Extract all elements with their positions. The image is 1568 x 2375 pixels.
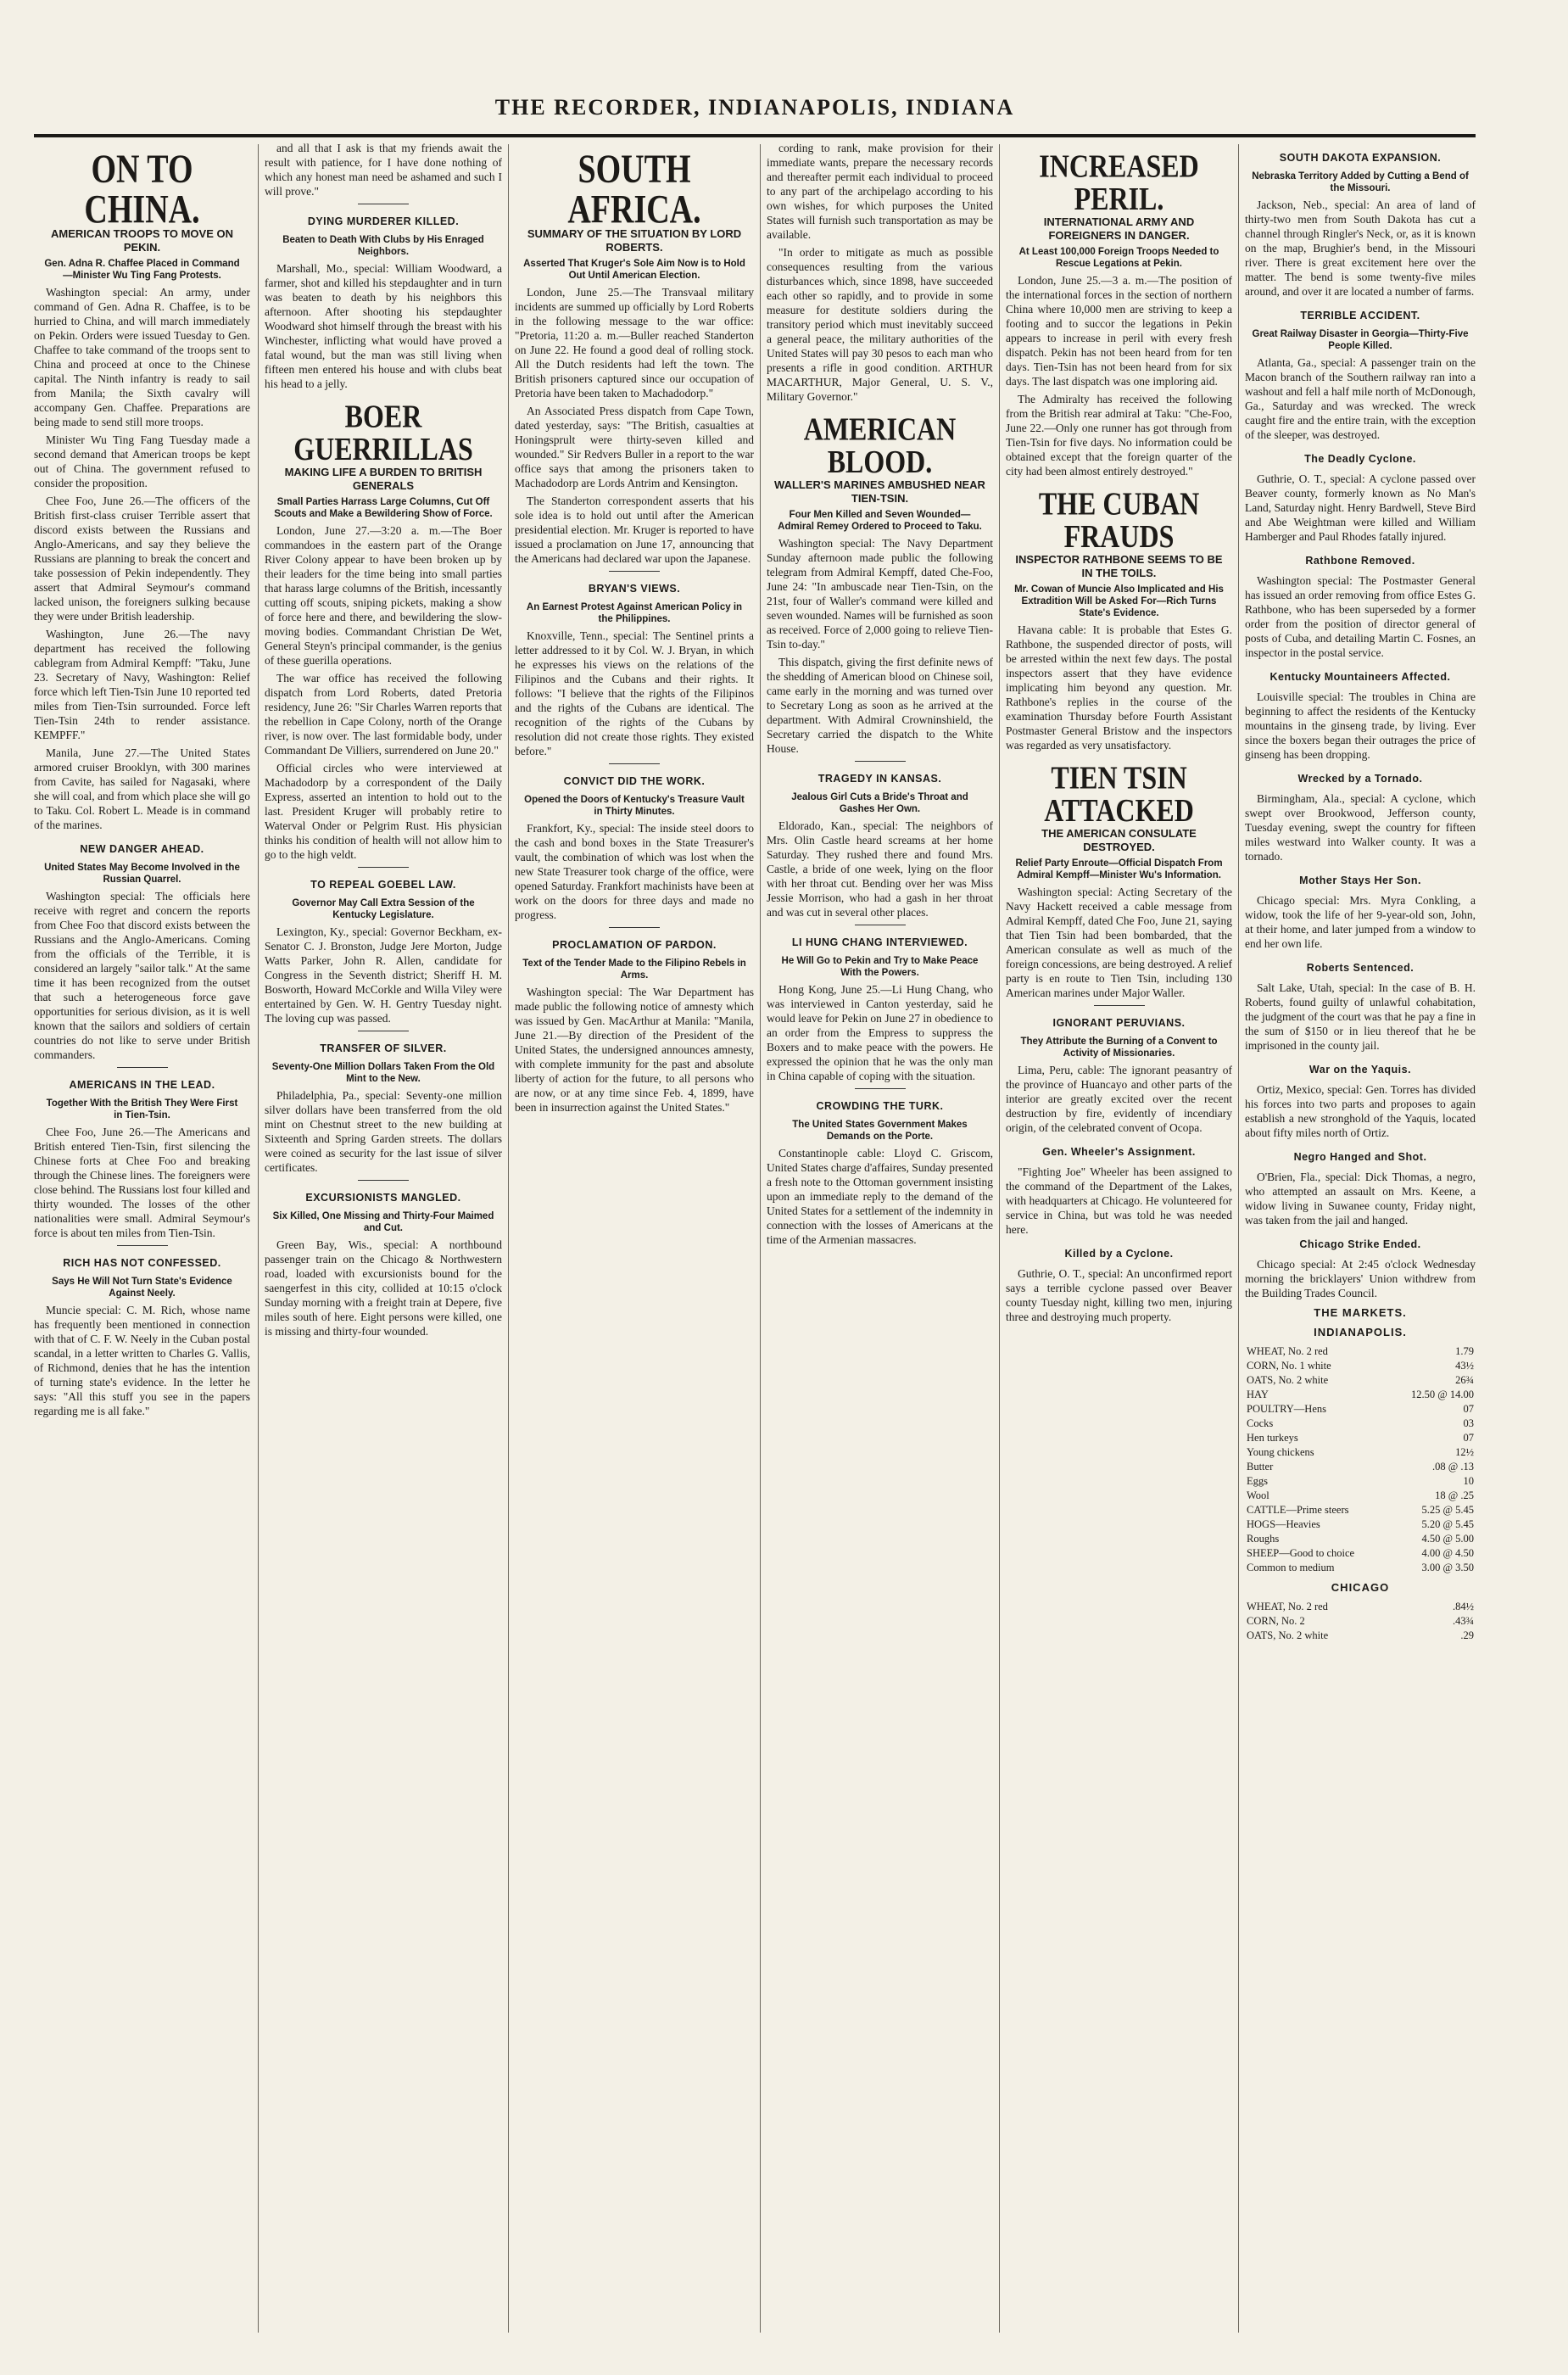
- markets-city: INDIANAPOLIS.: [1314, 1326, 1407, 1338]
- market-value: 07: [1463, 1432, 1474, 1444]
- masthead: THE RECORDER, INDIANAPOLIS, INDIANA: [494, 95, 1015, 120]
- paragraph: Havana cable: It is probable that Estes G. Rathbone, the suspended director of posts, will be arrested within the next few days. The postal inspectors assert that they have evidence implicating him beyond any question. Mr. Rathbone's replies in the course of the examination Thursday before Fourth Assistant Postmaster General Bristow and the inspectors was regarded as very unsatisfactory.: [1006, 623, 1232, 752]
- headline-on-to-china: ON TO CHINA.: [84, 147, 200, 232]
- market-value: 4.50 @ 5.00: [1421, 1533, 1474, 1545]
- section-heading: Chicago Strike Ended.: [1299, 1238, 1421, 1250]
- paragraph: "Fighting Joe" Wheeler has been assigned to the command of the Department of the Lakes, with headquarters at Chicago. He volunteered for service in China, but was told he was needed here.: [1006, 1165, 1232, 1236]
- market-value: 5.20 @ 5.45: [1421, 1518, 1474, 1530]
- column-6: [1245, 141, 1476, 2338]
- market-value: 07: [1463, 1403, 1474, 1415]
- column-divider: [508, 144, 509, 2333]
- market-row: [1245, 1614, 1476, 1629]
- deck: Mr. Cowan of Muncie Also Implicated and His Extradition Will be Asked For—Rich Turns State's Evidence.: [1014, 584, 1224, 618]
- deck: Jealous Girl Cuts a Bride's Throat and Gashes Her Own.: [791, 792, 968, 814]
- market-label: CATTLE—Prime steers: [1247, 1504, 1349, 1516]
- deck: Six Killed, One Missing and Thirty-Four Maimed and Cut.: [272, 1211, 494, 1233]
- deck: The United States Government Makes Demands on the Porte.: [792, 1120, 968, 1142]
- paragraph: Jackson, Neb., special: An area of land of thirty-two men from South Dakota has cut a channel through Ringler's Neck, or, as it is known on the map, Brughier's bend, in the Missouri river. There is great excitement here over the matter. The bend is some twenty-five miles around, and over it are located a number of farms.: [1245, 198, 1476, 298]
- paragraph: Green Bay, Wis., special: A northbound passenger train on the Chicago & Northwestern road, loaded with excursionists bound for the saengerfest in this city, collided at 10:15 o'clock Sunday morning with a freight train at Depere, five miles south of here. Eight persons were killed, one is missing and thirty-four wounded.: [265, 1238, 502, 1338]
- market-label: SHEEP—Good to choice: [1247, 1547, 1355, 1559]
- market-row: [1245, 1431, 1476, 1445]
- market-row: [1245, 1460, 1476, 1474]
- section-heading: CONVICT DID THE WORK.: [563, 775, 706, 787]
- market-row: [1245, 1474, 1476, 1489]
- market-label: HOGS—Heavies: [1247, 1518, 1320, 1530]
- deck: An Earnest Protest Against American Policy in the Philippines.: [526, 602, 743, 624]
- deck: Four Men Killed and Seven Wounded—Admiral Remey Ordered to Proceed to Taku.: [778, 510, 982, 532]
- deck: They Attribute the Burning of a Convent to Activity of Missionaries.: [1020, 1037, 1218, 1059]
- paragraph: Manila, June 27.—The United States armored cruiser Brooklyn, with 300 marines from Cavite, has sailed for Nagasaki, where she will coal, and from which place she will go to Taku. Col. Robert L. Meade is in command of the marines.: [34, 746, 250, 831]
- market-row: [1245, 1629, 1476, 1643]
- section-heading: Rathbone Removed.: [1305, 555, 1415, 567]
- divider: [855, 1088, 906, 1089]
- market-value: .84½: [1453, 1601, 1474, 1612]
- section-heading: LI HUNG CHANG INTERVIEWED.: [791, 936, 968, 948]
- market-row: [1245, 1373, 1476, 1388]
- market-label: Wool: [1247, 1489, 1269, 1501]
- paragraph: The Admiralty has received the following from the British rear admiral at Taku: "Che-Foo, June 22.—Only one runner has got through from Tien-Tsin for five days. No information could be obtained except that the foreign quarter of the city had been almost entirely destroyed.": [1006, 393, 1232, 478]
- market-value: 12½: [1455, 1446, 1474, 1458]
- market-row: [1245, 1489, 1476, 1503]
- paragraph: An Associated Press dispatch from Cape Town, dated yesterday, says: "The British, casualties at Honingsprult were thirty-seven killed and wounded." Sir Redvers Buller in a report to the war office says that among the prisoners taken to Machadodorp are Lords Antrim and Kensington.: [515, 405, 754, 489]
- market-label: Eggs: [1247, 1475, 1268, 1487]
- deck: INSPECTOR RATHBONE SEEMS TO BE IN THE TOILS.: [1015, 553, 1223, 579]
- paragraph: London, June 27.—3:20 a. m.—The Boer commandoes in the eastern part of the Orange River Colony appear to have been broken up by their leaders for the time being into small parties that harass large columns of the British, incessantly cutting off scouts, sniping pickets, making a show of force here and there, and bewildering the slow-moving bodies. Commandant Christian De Wet, General Steyn's principal commander, is the genius of these guerilla operations.: [265, 524, 502, 667]
- market-value: 26¾: [1455, 1374, 1474, 1386]
- market-value: 03: [1463, 1417, 1474, 1429]
- column-divider: [760, 144, 761, 2333]
- paragraph: Guthrie, O. T., special: A cyclone passed over Beaver county, formerly known as No Man's Land, Saturday night. Henry Bardwell, Steve Bird and Abe Weightman were killed and William Hamberger and Paul Rhodes fatally injured.: [1245, 472, 1476, 543]
- section-heading: Kentucky Mountaineers Affected.: [1269, 671, 1451, 683]
- deck: Asserted That Kruger's Sole Aim Now is to Hold Out Until American Election.: [523, 259, 745, 281]
- market-value: 1.79: [1455, 1345, 1474, 1357]
- column-divider: [258, 144, 259, 2333]
- paragraph: Washington special: An army, under command of Gen. Adna R. Chaffee, is to be hurried to China, and will march immediately on Pekin. Orders were issued Tuesday to Gen. Chaffee to take command of the troops sent to China and proceed at once to the Chinese capital. The Ninth infantry is ready to sail from Manila; the Sixth cavalry will accompany Gen. Chaffee. Preparations are being made to send still more troops.: [34, 286, 250, 428]
- market-label: Butter: [1247, 1461, 1274, 1472]
- paragraph: Muncie special: C. M. Rich, whose name has frequently been mentioned in connection with that of C. F. W. Neely in the Cuban postal scandal, in a letter written to Charles G. Vallis, of Richmond, denies that he has the intention of turning state's evidence. In the letter he says: "All this stuff you see in the papers regarding me is all fake.": [34, 1304, 250, 1417]
- paragraph: Knoxville, Tenn., special: The Sentinel prints a letter addressed to it by Col. W. J. Bryan, in which he expresses his views on the relations of the Filipinos and the Cubans and their rights. It follows: "I believe that the rights of the Filipinos and the rights of the Cubans are identical. The recognition of the rights of the Cubans by resolution did not create those rights. They existed before.": [515, 629, 754, 757]
- paragraph: Philadelphia, Pa., special: Seventy-one million silver dollars have been transferred from the old mint on Chestnut street to the new building at Sixteenth and Spring Garden streets. The dollars were coined as security for the last issue of silver certificates.: [265, 1089, 502, 1174]
- deck: Gen. Adna R. Chaffee Placed in Command—Minister Wu Ting Fang Protests.: [44, 259, 240, 281]
- paragraph: Lima, Peru, cable: The ignorant peasantry of the province of Huancayo and other parts of the interior are greatly excited over the recent destruction by fire, evidently of incendiary origin, of the celebrated convent of Ocopa.: [1006, 1064, 1232, 1134]
- section-heading: DYING MURDERER KILLED.: [307, 215, 460, 227]
- deck: Opened the Doors of Kentucky's Treasure Vault in Thirty Minutes.: [524, 795, 745, 817]
- deck: Seventy-One Million Dollars Taken From the Old Mint to the New.: [271, 1062, 495, 1084]
- market-row: [1245, 1417, 1476, 1431]
- paragraph: Washington special: The Navy Department Sunday afternoon made public the following telegram from Admiral Kempff, dated Che-Foo, June 24: "In ambuscade near Tien-Tsin, on the 21st, four of Waller's command were killed and seven wounded. Names will be furnished as soon as received. Force of 2,000 going to relieve Tien-Tsin to-day.": [767, 537, 993, 651]
- market-label: WHEAT, No. 2 red: [1247, 1601, 1328, 1612]
- deck: United States May Become Involved in the Russian Quarrel.: [44, 863, 240, 885]
- section-heading: Roberts Sentenced.: [1306, 962, 1415, 974]
- deck: He Will Go to Pekin and Try to Make Peace With the Powers.: [781, 956, 979, 978]
- section-heading: EXCURSIONISTS MANGLED.: [305, 1192, 461, 1204]
- headline-cuban-frauds: THE CUBAN FRAUDS: [1038, 484, 1200, 555]
- paragraph: Birmingham, Ala., special: A cyclone, which swept over Brookwood, Jefferson county, Tuesday evening, swept the country for fifteen miles westward into Walker county. It was a tornado.: [1245, 792, 1476, 863]
- deck: Great Railway Disaster in Georgia—Thirty-Five People Killed.: [1252, 329, 1469, 351]
- market-label: OATS, No. 2 white: [1247, 1374, 1329, 1386]
- paragraph: O'Brien, Fla., special: Dick Thomas, a negro, who attempted an assault on Mrs. Keene, a widow living in Suwanee county, Friday night, was taken from the jail and hanged.: [1245, 1171, 1476, 1227]
- headline-increased-peril: INCREASED PERIL.: [1039, 147, 1199, 217]
- market-row: [1245, 1402, 1476, 1417]
- market-label: Hen turkeys: [1247, 1432, 1298, 1444]
- paragraph: Chee Foo, June 26.—The officers of the British first-class cruiser Terrible assert that discord exists between the Russians and Anglo-Americans, and say they believe the Russians are planning to break the concert and take possession of Pekin independently. They assert that Admiral Seymour's command lacked unison, the foreigners sulking because they were under British leadership.: [34, 495, 250, 623]
- deck: Governor May Call Extra Session of the Kentucky Legislature.: [292, 898, 475, 920]
- market-row: [1245, 1600, 1476, 1614]
- column-divider: [999, 144, 1000, 2333]
- market-label: Roughs: [1247, 1533, 1280, 1545]
- market-row: [1245, 1532, 1476, 1546]
- paragraph: London, June 25.—3 a. m.—The position of the international forces in the section of northern China where 10,000 men are striving to keep a footing and to succor the legations in Pekin appears to increase in peril with every fresh dispatch. Pekin has not been heard from for ten days. Tien-Tsin has not been heard from for six days. The last dispatch was one imploring aid.: [1006, 274, 1232, 388]
- section-heading: PROCLAMATION OF PARDON.: [552, 939, 717, 951]
- markets-city: CHICAGO: [1331, 1581, 1390, 1594]
- paragraph: cording to rank, make provision for their immediate wants, prepare the necessary records and thereafter permit each individual to proceed to any part of the archipelago according to his own wishes, for which purposes the United States will furnish such transportation as may be available.: [767, 142, 993, 241]
- deck: MAKING LIFE A BURDEN TO BRITISH GENERALS: [284, 466, 483, 492]
- paragraph: Lexington, Ky., special: Governor Beckham, ex-Senator C. J. Bronston, Judge Jere Morton, Judge Watts Parker, John R. Allen, candidate for Congress in the Seventh district; Sheriff H. M. Bosworth, Howard McCorkle and Willa Viley were entertained by Gen. W. H. Gentry Tuesday night. The loving cup was passed.: [265, 925, 502, 1025]
- deck: INTERNATIONAL ARMY AND FOREIGNERS IN DANGER.: [1043, 215, 1195, 242]
- section-heading: TERRIBLE ACCIDENT.: [1300, 310, 1420, 321]
- paragraph: Chicago special: Mrs. Myra Conkling, a widow, took the life of her 9-year-old son, John, at their home, and later jumped from a window to end her own life.: [1245, 894, 1476, 950]
- markets-title: THE MARKETS.: [1314, 1306, 1407, 1319]
- paragraph: Ortiz, Mexico, special: Gen. Torres has divided his forces into two parts and proposes to again establish a new stronghold of the Yaquis, located about fifty miles north of Ortiz.: [1245, 1083, 1476, 1139]
- paragraph: Washington special: The Postmaster General has issued an order removing from office Estes G. Rathbone, who has been superseded by a former order from the position of director general of posts of Cuba, and detailing Martin C. Fosnes, an inspector in the postal service.: [1245, 574, 1476, 659]
- market-row: [1245, 1359, 1476, 1373]
- headline-boer-guerrillas: BOER GUERRILLAS: [293, 397, 473, 467]
- paragraph: Washington special: Acting Secretary of the Navy Hackett received a cable message from Admiral Kempff, dated Che Foo, June 21, saying that Tien Tsin had been bombarded, that the American consulate as well as much of the foreign concessions, are being destroyed. A relief party is en route to Tien Tsin, including 130 American marines under Major Waller.: [1006, 886, 1232, 999]
- market-row: [1245, 1517, 1476, 1532]
- headline-tien-tsin-attacked: TIEN TSIN ATTACKED: [1044, 758, 1194, 829]
- market-value: 4.00 @ 4.50: [1421, 1547, 1474, 1559]
- masthead-rule: [34, 134, 1476, 137]
- market-value: .43¾: [1453, 1615, 1474, 1627]
- paragraph: Washington special: The War Department has made public the following notice of amnesty which was issued by Gen. MacArthur at Manila: "Manila, June 21.—By direction of the President of the United States, the undersigned announces amnesty, with complete immunity for the past and absolute liberty of action for the future, to all persons who are now, or at any time since Feb. 4, 1899, have been in insurrection against the United States.": [515, 986, 754, 1114]
- market-value: .29: [1460, 1629, 1474, 1641]
- paragraph: Washington, June 26.—The navy department has received the following cablegram from Admiral Kempff: "Taku, June 23. Secretary of Navy, Washington: Relief force which left Tien-Tsin June 10 reported ted miles from Tien-Tsin surrounded. Force left Tien-Tsin 24th to render assistance. KEMPFF.": [34, 628, 250, 741]
- deck: WALLER'S MARINES AMBUSHED NEAR TIEN-TSIN.: [774, 478, 985, 505]
- headline-american-blood: AMERICAN BLOOD.: [803, 410, 957, 480]
- headline-south-africa: SOUTH AFRICA.: [567, 147, 701, 232]
- section-heading: The Deadly Cyclone.: [1304, 453, 1416, 465]
- markets-table-indianapolis: [1245, 1344, 1476, 1575]
- section-heading: War on the Yaquis.: [1309, 1064, 1412, 1076]
- market-row: [1245, 1445, 1476, 1460]
- paragraph: Washington special: The officials here receive with regret and concern the reports from Chee Foo that discord exists between the Russians and the Anglo-Americans. Coming from the officials of the Terrible, it is considered an largely "sailor talk." At the same time it has been recognized from the outset that such a heterogeneous force gave opportunities for serious division, as it is well known that the sailors and soldiers of certain countries do not like to serve under British commanders.: [34, 890, 250, 1061]
- divider: [358, 867, 409, 868]
- market-row: [1245, 1503, 1476, 1517]
- paragraph: Louisville special: The troubles in China are beginning to affect the residents of the Kentucky mountains in the ginseng trade, by living. Ever since the boxers began their outrages the price of ginseng has been dropping.: [1245, 690, 1476, 761]
- deck: Nebraska Territory Added by Cutting a Bend of the Missouri.: [1252, 171, 1469, 193]
- paragraph: Frankfort, Ky., special: The inside steel doors to the cash and bond boxes in the State Treasurer's vault, the combination of which was lost when the new State Treasurer took charge of the office, were opened Saturday. Frankfort machinists have been at work on the doors for three days and made no progress.: [515, 822, 754, 921]
- market-label: CORN, No. 1 white: [1247, 1360, 1331, 1372]
- section-heading: Mother Stays Her Son.: [1299, 875, 1421, 886]
- divider: [609, 763, 660, 764]
- market-value: 5.25 @ 5.45: [1421, 1504, 1474, 1516]
- market-row: [1245, 1546, 1476, 1561]
- deck: Says He Will Not Turn State's Evidence Against Neely.: [52, 1277, 232, 1299]
- deck: Together With the British They Were First in Tien-Tsin.: [46, 1098, 238, 1120]
- market-value: 18 @ .25: [1435, 1489, 1474, 1501]
- paragraph: Chicago special: At 2:45 o'clock Wednesday morning the bricklayers' Union withdrew from the Building Trades Council.: [1245, 1258, 1476, 1299]
- divider: [855, 761, 906, 762]
- paragraph: The war office has received the following dispatch from Lord Roberts, dated Pretoria residency, June 26: "Sir Charles Warren reports that the rebellion in Cape Colony, north of the Orange river, is now over. The last formidable body, under Commandant De Villiers, surrendered on June 20.": [265, 672, 502, 757]
- market-label: CORN, No. 2: [1247, 1615, 1305, 1627]
- section-heading: CROWDING THE TURK.: [816, 1100, 944, 1112]
- paragraph: "In order to mitigate as much as possible consequences resulting from the various disturbances which, since 1898, have succeeded each other so rapidly, and to provide in some measure for destitute soldiers during the transitory period which must inevitably succeed a general peace, the military authorities of the United States will pay 30 pesos to each man who presents a rifle in good condition. ARTHUR MACARTHUR, Major General, U. S. V., Military Governor.": [767, 246, 993, 403]
- deck: SUMMARY OF THE SITUATION BY LORD ROBERTS.: [527, 227, 742, 254]
- divider: [609, 927, 660, 928]
- column-4: [767, 141, 993, 2338]
- divider: [117, 1245, 168, 1246]
- market-value: 12.50 @ 14.00: [1410, 1389, 1474, 1400]
- section-heading: TRAGEDY IN KANSAS.: [817, 773, 942, 785]
- section-heading: Gen. Wheeler's Assignment.: [1042, 1146, 1196, 1158]
- paragraph: Chee Foo, June 26.—The Americans and British entered Tien-Tsin, first silencing the Chinese forts at Chee Foo and breaking through the Chinese lines. The foreigners were close behind. The Russians lost four killed and thirty wounded. The losses of the other nationalities were small. Admiral Seymour's force is about ten miles from Tien-Tsin.: [34, 1126, 250, 1239]
- column-3: [515, 141, 754, 2338]
- paragraph: Constantinople cable: Lloyd C. Griscom, United States charge d'affaires, Sunday presented a fresh note to the Ottoman government insisting upon an immediate reply to the demand of the United States for a settlement of the indemnity in connection with the losses of Americans at the time of the Armenian massacres.: [767, 1147, 993, 1246]
- paragraph: Guthrie, O. T., special: An unconfirmed report says a terrible cyclone passed over Beaver county Tuesday night, killing two men, injuring three and destroying much property.: [1006, 1267, 1232, 1323]
- market-row: [1245, 1344, 1476, 1359]
- section-heading: Killed by a Cyclone.: [1064, 1248, 1174, 1260]
- column-2: [265, 141, 502, 2338]
- column-divider: [1238, 144, 1239, 2333]
- market-value: 43½: [1455, 1360, 1474, 1372]
- deck: AMERICAN TROOPS TO MOVE ON PEKIN.: [51, 227, 233, 254]
- market-label: HAY: [1247, 1389, 1269, 1400]
- market-label: Common to medium: [1247, 1562, 1335, 1573]
- section-heading: IGNORANT PERUVIANS.: [1052, 1017, 1186, 1029]
- divider: [358, 1180, 409, 1181]
- deck: Small Parties Harrass Large Columns, Cut Off Scouts and Make a Bewildering Show of Force.: [274, 497, 493, 519]
- section-heading: SOUTH DAKOTA EXPANSION.: [1279, 152, 1442, 164]
- market-row: [1245, 1388, 1476, 1402]
- deck: Relief Party Enroute—Official Dispatch From Admiral Kempff—Minister Wu's Information.: [1015, 858, 1223, 880]
- paragraph: This dispatch, giving the first definite news of the shedding of American blood on Chinese soil, came early in the morning and was turned over to Secretary Long as soon as he arrived at the department. With Admiral Crowninshield, the Secretary carried the dispatch to the White House.: [767, 656, 993, 755]
- deck: THE AMERICAN CONSULATE DESTROYED.: [1041, 827, 1197, 853]
- market-value: .08 @ .13: [1431, 1461, 1474, 1472]
- section-heading: Negro Hanged and Shot.: [1293, 1151, 1427, 1163]
- market-label: POULTRY—Hens: [1247, 1403, 1326, 1415]
- section-heading: AMERICANS IN THE LEAD.: [69, 1079, 215, 1091]
- deck: At Least 100,000 Foreign Troops Needed to Rescue Legations at Pekin.: [1018, 247, 1219, 269]
- section-heading: NEW DANGER AHEAD.: [80, 843, 204, 855]
- divider: [117, 1067, 168, 1068]
- divider: [609, 571, 660, 572]
- paragraph: Official circles who were interviewed at Machadodorp by a correspondent of the Daily Express, asserted an intention to hold out to the last. President Kruger will probably retire to Waterval Onder or Pelgrim Rust. His physician thinks his condition of health will not allow him to go to the high veldt.: [265, 762, 502, 861]
- paragraph: Minister Wu Ting Fang Tuesday made a second demand that American troops be kept out of China. The government refused to consider the proposition.: [34, 433, 250, 489]
- column-5: [1006, 141, 1232, 2338]
- divider: [1094, 1005, 1145, 1006]
- paragraph: Marshall, Mo., special: William Woodward, a farmer, shot and killed his stepdaughter and in turn was beaten to death by his neighbors this afternoon. After shooting his stepdaughter Woodward shot himself through the breast with his Winchester, inflicting what would have proved a fatal wound, but the man was still living when fifteen men entered his house and with clubs beat his head to a jelly.: [265, 262, 502, 390]
- paragraph: Atlanta, Ga., special: A passenger train on the Macon branch of the Southern railway ran into a washout and fell a half mile north of McDonough, Ga., Saturday and was wrecked. The wreck caught fire and the entire train, with the exception of the sleeper, was destroyed.: [1245, 356, 1476, 441]
- paragraph: Eldorado, Kan., special: The neighbors of Mrs. Olin Castle heard screams at her home Saturday. They rushed there and found Mrs. Castle, a bride of one week, lying on the floor with her throat cut. Bending over her was Miss Jessie Morrison, who had a gash in her throat and was cut in several other places.: [767, 819, 993, 919]
- paragraph: Salt Lake, Utah, special: In the case of B. H. Roberts, found guilty of unlawful cohabitation, the judgment of the court was that he pay a fine in the sum of $150 or in lieu thereof that he be imprisoned in the county jail.: [1245, 981, 1476, 1052]
- column-1: [34, 141, 250, 2338]
- section-heading: RICH HAS NOT CONFESSED.: [63, 1257, 221, 1269]
- section-heading: TRANSFER OF SILVER.: [320, 1042, 447, 1054]
- market-label: Cocks: [1247, 1417, 1274, 1429]
- market-row: [1245, 1561, 1476, 1575]
- market-value: 3.00 @ 3.50: [1421, 1562, 1474, 1573]
- paragraph: London, June 25.—The Transvaal military incidents are summed up officially by Lord Roberts in the following message to the war office: "Pretoria, 11:20 a. m.—Buller reached Standerton on June 22. He found a good deal of rolling stock. All the Dutch residents had left the town. The British prisoners captured since our occupation of Pretoria have been taken to Machadodorp.": [515, 286, 754, 400]
- markets-table-chicago: [1245, 1600, 1476, 1643]
- section-heading: TO REPEAL GOEBEL LAW.: [310, 879, 456, 891]
- paragraph: and all that I ask is that my friends await the result with patience, for I have done nothing of which any honest man need be ashamed and such I will prove.": [265, 142, 502, 198]
- section-heading: Wrecked by a Tornado.: [1297, 773, 1423, 785]
- market-label: WHEAT, No. 2 red: [1247, 1345, 1328, 1357]
- deck: Beaten to Death With Clubs by His Enraged Neighbors.: [282, 235, 484, 257]
- market-label: Young chickens: [1247, 1446, 1314, 1458]
- paragraph: Hong Kong, June 25.—Li Hung Chang, who was interviewed in Canton yesterday, said he would leave for Pekin on June 27 in obedience to an order from the Empress to suppress the Boxers and to make peace with the powers. He expressed the opinion that he was the only man in China capable of coping with the situation.: [767, 983, 993, 1082]
- paragraph: The Standerton correspondent asserts that his sole idea is to hold out until after the American presidential election. Mr. Kruger is reported to have issued a proclamation on June 17, announcing that the Americans had declared war upon the Japanese.: [515, 495, 754, 565]
- market-value: 10: [1463, 1475, 1474, 1487]
- deck: Text of the Tender Made to the Filipino Rebels in Arms.: [522, 958, 746, 981]
- market-label: OATS, No. 2 white: [1247, 1629, 1329, 1641]
- section-heading: BRYAN'S VIEWS.: [588, 583, 681, 595]
